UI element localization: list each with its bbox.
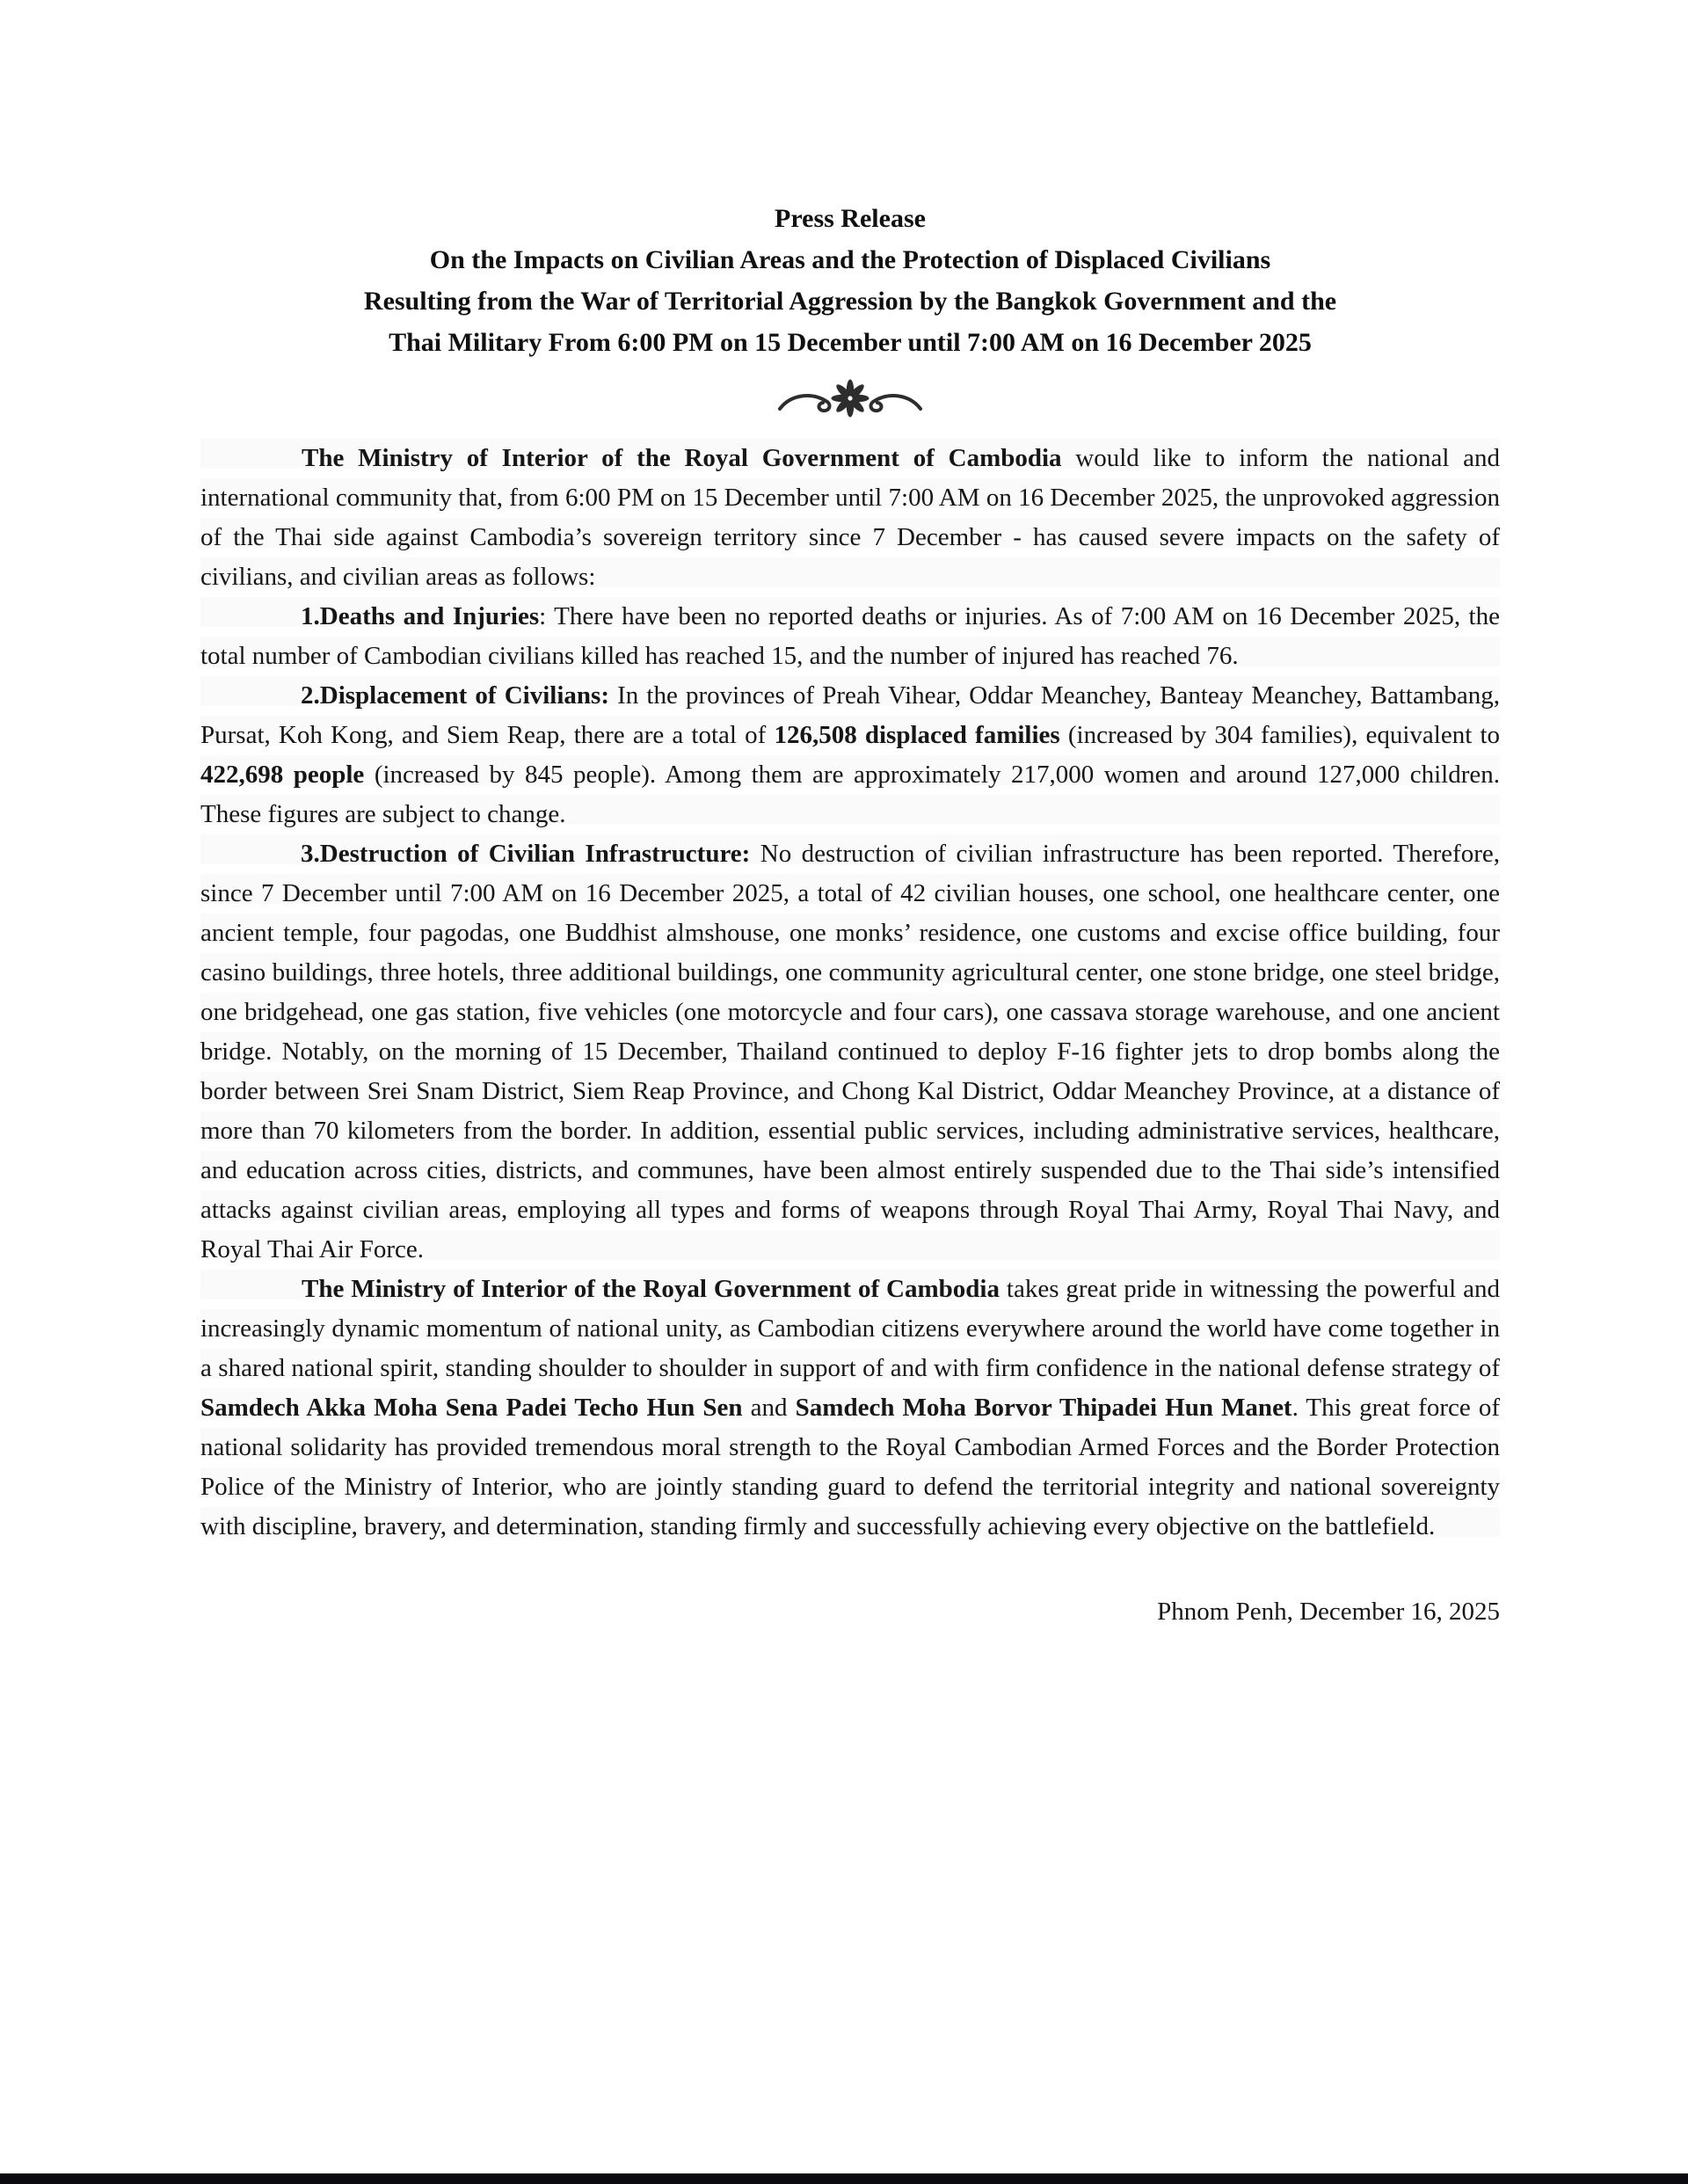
ornament-divider — [200, 375, 1500, 430]
list-number: 1. — [301, 602, 320, 630]
text-segment: 422,698 people — [200, 761, 365, 789]
list-number: 2. — [301, 681, 320, 710]
fleuron-icon — [776, 375, 924, 425]
paragraph-5 — [200, 1270, 1500, 1547]
text-segment: Deaths and Injuries — [319, 602, 540, 630]
document-title — [200, 198, 1500, 363]
document-content — [200, 198, 1500, 1632]
text-segment: and — [742, 1394, 796, 1422]
document-body — [200, 439, 1500, 1547]
text-segment: Destruction of Civilian Infrastructure: — [319, 840, 751, 868]
paragraph-4 — [200, 834, 1500, 1270]
text-segment: Samdech Moha Borvor Thipadei Hun Manet — [795, 1394, 1292, 1422]
dateline: Phnom Penh, December 16, 2025 — [1157, 1598, 1500, 1626]
text-segment: No destruction of civilian infrastructure has been reported. Therefore, since 7 December until 7:00 AM on 16 December 2025, a total of 42 civilian houses, one school, one healthcare center, one ancient temple, four pagodas, one Buddhist almshouse, one monks’ residence, one customs and excise office building, four casino buildings, three hotels, three additional buildings, one community agricultural center, one stone bridge, one steel bridge, one bridgehead, one gas station, five vehicles (one motorcycle and four cars), one cassava storage warehouse, and one ancient bridge. Notably, on the morning of 15 December, Thailand continued to deploy F-16 fighter jets to drop bombs along the border between Srei Snam District, Siem Reap Province, and Chong Kal District, Oddar Meanchey Province, at a distance of more than 70 kilometers from the border. In addition, essential public services, including administrative services, healthcare, and education across cities, districts, and communes, have been almost entirely suspended due to the Thai side’s intensified attacks against civilian areas, employing all types and forms of weapons through Royal Thai Army, Royal Thai Navy, and Royal Thai Air Force. — [200, 840, 1500, 1263]
title-line-4: Thai Military From 6:00 PM on 15 December until 7:00 AM on 16 December 2025 — [389, 328, 1312, 357]
paragraph-2 — [200, 597, 1500, 676]
text-segment: The Ministry of Interior of the Royal Government of Cambodia — [302, 1275, 1000, 1303]
title-line-3: Resulting from the War of Territorial Aggression by the Bangkok Government and the — [363, 287, 1337, 316]
title-line-2: On the Impacts on Civilian Areas and the Protection of Displaced Civilians — [429, 245, 1271, 274]
text-segment: Displacement of Civilians: — [319, 681, 609, 710]
paragraph-3 — [200, 676, 1500, 834]
title-line-1: Press Release — [775, 204, 926, 233]
bottom-bar — [0, 2173, 1688, 2184]
text-segment: In the provinces of Preah Vihear, Oddar Meanchey, Banteay Meanchey, Battambang, Pursat, Koh Kong, and Siem Reap, there are a total of — [200, 681, 1500, 749]
text-segment: (increased by 304 families), equivalent to — [1059, 721, 1501, 749]
text-segment: 126,508 displaced families — [774, 721, 1060, 749]
text-segment: . This great force of national solidarity has provided tremendous moral strength to the Royal Cambodian Armed Forces and the Border Protection Police of the Ministry of Interior, who are jointly standing guard to defend the territorial integrity and national sovereignty with discipline, bravery, and determination, standing firmly and successfully achieving every objective on the battlefield. — [200, 1394, 1500, 1540]
text-segment: (increased by 845 people). Among them are approximately 217,000 women and around 127,000 children. These figures are subject to change. — [200, 761, 1500, 828]
paragraph-1 — [200, 439, 1500, 597]
text-segment: The Ministry of Interior of the Royal Government of Cambodia — [302, 444, 1062, 472]
text-segment: would like to inform the national and international community that, from 6:00 PM on 15 December until 7:00 AM on 16 December 2025, the unprovoked aggression of the Thai side against Cambodia’s sovereign territory since 7 December - has caused severe impacts on the safety of civilians, and civilian areas as follows: — [200, 444, 1500, 591]
text-segment: Samdech Akka Moha Sena Padei Techo Hun Sen — [200, 1394, 743, 1422]
text-segment: : There have been no reported deaths or injuries. As of 7:00 AM on 16 December 2025, the total number of Cambodian civilians killed has reached 15, and the number of injured has reached 76. — [200, 602, 1500, 670]
text-segment: takes great pride in witnessing the powerful and increasingly dynamic momentum of national unity, as Cambodian citizens everywhere around the world have come together in a shared national spirit, standing shoulder to shoulder in support of and with firm confidence in the national defense strategy of — [200, 1275, 1501, 1382]
list-number: 3. — [301, 840, 320, 868]
